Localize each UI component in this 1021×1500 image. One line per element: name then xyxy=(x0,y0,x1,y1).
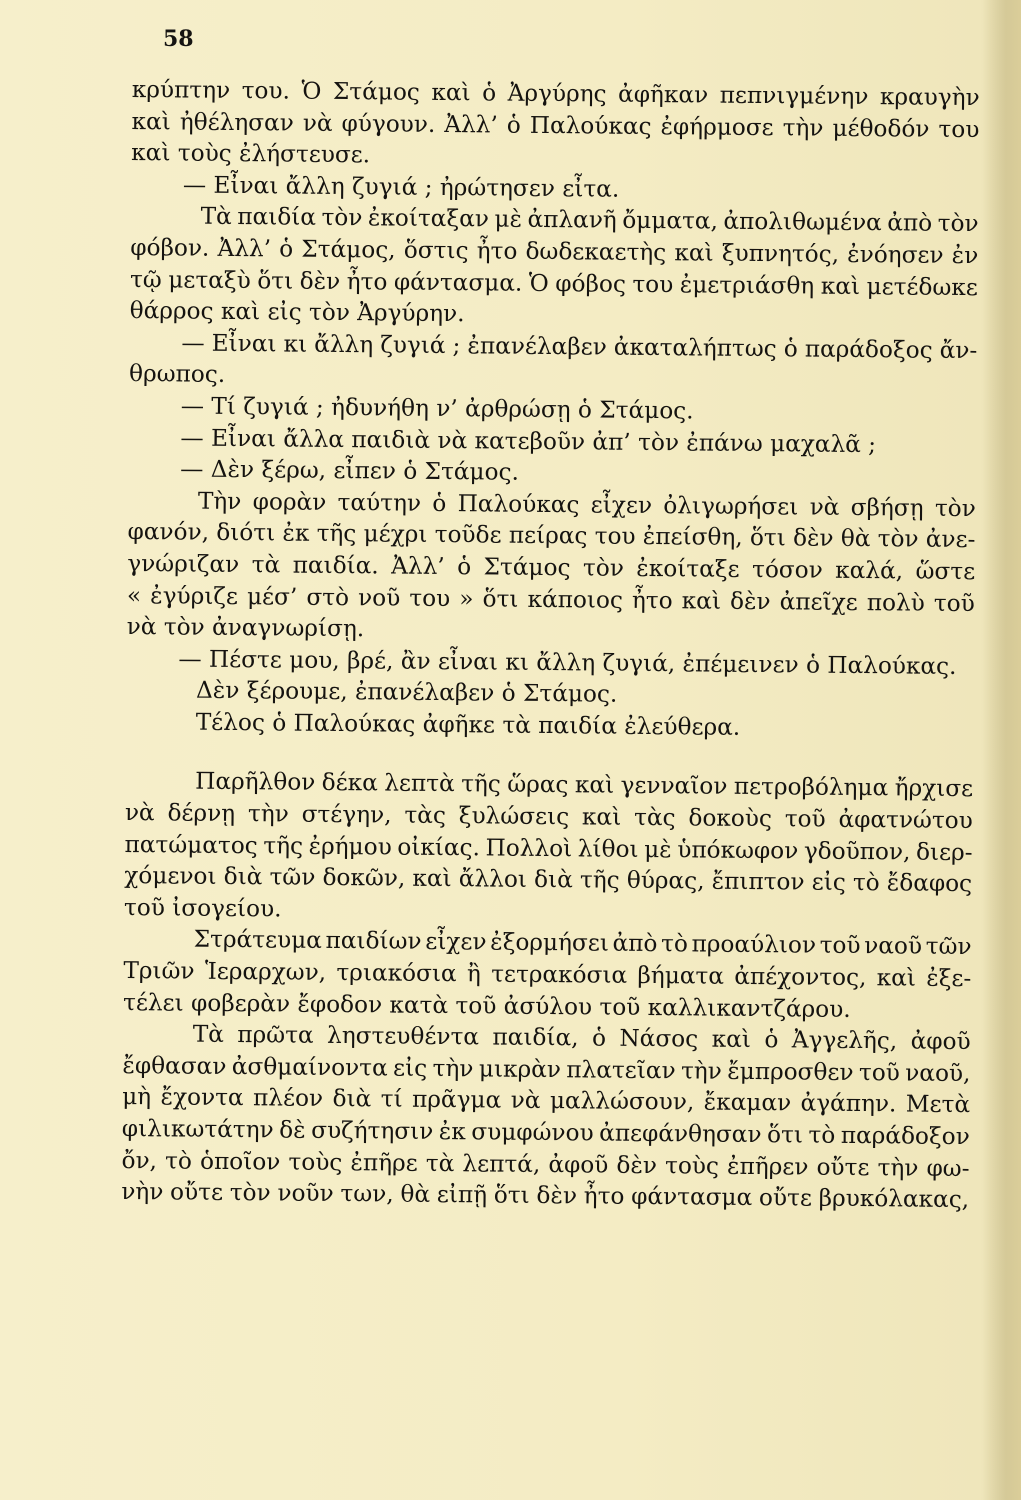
text-line: Τέλος ὁ Παλούκας ἀφῆκε τὰ παιδία ἐλεύθερα. xyxy=(195,708,741,741)
text-line: ἔφθασαν ἀσθμαίνοντα εἰς τὴν μικρὰν πλατεῖαν τὴν ἔμπροσθεν τοῦ ναοῦ, xyxy=(122,1051,971,1087)
text-line: Τριῶν Ἱεραρχων, τριακόσια ἢ τετρακόσια βήματα ἀπέχοντος, καὶ ἐξε- xyxy=(123,956,972,993)
text-line: θρωπος. xyxy=(128,360,226,389)
page-edge-shadow xyxy=(983,0,1021,1500)
text-line: πατώματος τῆς ἐρήμου οἰκίας. Πολλοὶ λίθοι μὲ ὑπόκωφον γδοῦπον, διερ- xyxy=(124,830,973,866)
text-line: μὴ ἔχοντα πλέον διὰ τί πρᾶγμα νὰ μαλλώσουν, ἔκαμαν ἀγάπην. Μετὰ xyxy=(122,1083,971,1119)
text-line: τῷ μεταξὺ ὅτι δὲν ἦτο φάντασμα. Ὁ φόβος του ἐμετριάσθη καὶ μετέδωκε xyxy=(129,265,978,301)
text-line: κρύπτην του. Ὁ Στάμος καὶ ὁ Ἀργύρης ἀφῆκαν πεπνιγμένην κραυγὴν xyxy=(131,75,980,112)
text-line: — Εἶναι ἄλλη ζυγιά ; ἠρώτησεν εἶτα. xyxy=(182,171,620,203)
text-line: Τὴν φορὰν ταύτην ὁ Παλούκας εἶχεν ὀλιγωρήσει νὰ σβήσῃ τὸν xyxy=(197,487,976,522)
text-line: καὶ τοὺς ἐλήστευσε. xyxy=(131,139,371,169)
text-line: τέλει φοβερὰν ἔφοδον κατὰ τοῦ ἀσύλου τοῦ καλλικαντζάρου. xyxy=(122,988,851,1023)
text-line: « ἐγύριζε μέσ’ στὸ νοῦ του » ὅτι κάποιος ἦτο καὶ δὲν ἀπεῖχε πολὺ τοῦ xyxy=(126,581,975,617)
text-line: Παρῆλθον δέκα λεπτὰ τῆς ὥρας καὶ γενναῖον πετροβόλημα ἤρχισε xyxy=(195,768,974,803)
text-line: φιλικωτάτην δὲ συζήτησιν ἐκ συμφώνου ἀπεφάνθησαν ὅτι τὸ παράδοξον xyxy=(121,1114,970,1151)
body-text xyxy=(121,74,980,1216)
text-line: χόμενοι διὰ τῶν δοκῶν, καὶ ἄλλοι διὰ τῆς θύρας, ἔπιπτον εἰς τὸ ἔδαφος xyxy=(124,862,973,898)
text-line: Δὲν ξέρουμε, ἐπανέλαβεν ὁ Στάμος. xyxy=(195,676,618,708)
text-line: — Πέστε μου, βρέ, ἂν εἶναι κι ἄλλη ζυγιά, ἐπέμεινεν ὁ Παλούκας. xyxy=(178,645,957,680)
text-line: ὄν, τὸ ὁποῖον τοὺς ἐπῆρε τὰ λεπτά, ἀφοῦ δὲν τοὺς ἐπῆρεν οὔτε τὴν φω- xyxy=(121,1146,970,1182)
text-line: φόβον. Ἀλλ’ ὁ Στάμος, ὅστις ἦτο δωδεκαετὴς καὶ ξυπνητός, ἐνόησεν ἐν xyxy=(130,233,979,270)
text-line: νὰ τὸν ἀναγνωρίσῃ. xyxy=(126,613,365,643)
text-line: — Τί ζυγιά ; ἠδυνήθη ν’ ἀρθρώσῃ ὁ Στάμος. xyxy=(180,392,694,425)
text-line: Τὰ παιδία τὸν ἐκοίταξαν μὲ ἀπλανῆ ὄμματα, ἀπολιθωμένα ἀπὸ τὸν xyxy=(200,203,979,238)
text-line: — Δὲν ξέρω, εἶπεν ὁ Στάμος. xyxy=(180,455,520,486)
text-line: — Εἶναι ἄλλα παιδιὰ νὰ κατεβοῦν ἀπ’ τὸν ἐπάνω μαχαλᾶ ; xyxy=(180,424,877,458)
page-number: 58 xyxy=(163,26,194,52)
text-line: γνώριζαν τὰ παιδία. Ἀλλ’ ὁ Στάμος τὸν ἐκοίταξε τόσον καλά, ὥστε xyxy=(127,549,976,586)
text-line: νὰ δέρνῃ τὴν στέγην, τὰς ξυλώσεις καὶ τὰς δοκοὺς τοῦ ἀφατνώτου xyxy=(124,799,973,835)
text-line: θάρρος καὶ εἰς τὸν Ἀργύρην. xyxy=(129,297,465,328)
text-line: Τὰ πρῶτα ληστευθέντα παιδία, ὁ Νάσος καὶ ὁ Ἀγγελῆς, ἀφοῦ xyxy=(192,1020,971,1056)
text-line: φανόν, διότι ἐκ τῆς μέχρι τοῦδε πείρας του ἐπείσθη, ὅτι δὲν θὰ τὸν ἀνε- xyxy=(127,518,976,554)
text-line: τοῦ ἰσογείου. xyxy=(123,893,282,923)
text-line: Στράτευμα παιδίων εἶχεν ἐξορμήσει ἀπὸ τὸ προαύλιον τοῦ ναοῦ τῶν xyxy=(193,926,972,961)
text-line: — Εἶναι κι ἄλλη ζυγιά ; ἐπανέλαβεν ἀκαταλήπτως ὁ παράδοξος ἄν- xyxy=(181,329,978,364)
text-line: νὴν οὔτε τὸν νοῦν των, θὰ εἰπῇ ὅτι δὲν ἦτο φάντασμα οὔτε βρυκόλακας, xyxy=(121,1178,970,1214)
text-line: καὶ ἠθέλησαν νὰ φύγουν. Ἀλλ’ ὁ Παλούκας ἐφήρμοσε τὴν μέθοδόν του xyxy=(131,107,980,143)
